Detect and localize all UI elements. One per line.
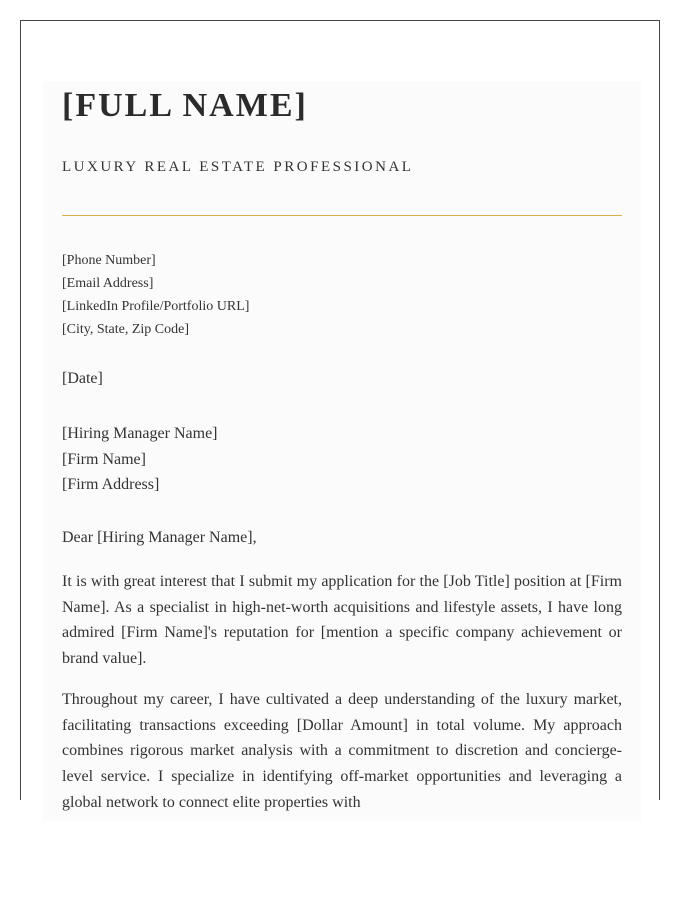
body-paragraph-2: Throughout my career, I have cultivated a deep understanding of the luxury market, facilitating transactions exceeding [Dollar Amount] in total volume. My approach combines rigorous market analysis with a commitment to discretion and concierge-level service. I specialize in identifying off-market opportunities and leveraging a global network to connect elite properties with	[62, 691, 622, 811]
body-paragraph-1: It is with great interest that I submit my application for the [Job Title] position at [Firm Name]. As a specialist in high-net-worth acquisitions and lifestyle assets, I have long admired [Firm Name]'s reputation for [mention a specific company achievement or brand value].	[62, 573, 622, 668]
document-frame	[20, 20, 660, 811]
firm-address: [Firm Address]	[62, 476, 160, 493]
full-name-heading: [FULL NAME]	[62, 87, 308, 124]
letter-date: [Date]	[62, 370, 103, 387]
city-state-zip: [City, State, Zip Code]	[62, 322, 190, 337]
professional-title: LUXURY REAL ESTATE PROFESSIONAL	[62, 159, 414, 175]
hiring-manager-name: [Hiring Manager Name]	[62, 425, 218, 442]
letter-page	[43, 81, 641, 821]
phone-number: [Phone Number]	[62, 253, 156, 268]
email-address: [Email Address]	[62, 276, 154, 291]
gold-divider	[62, 215, 622, 216]
firm-name: [Firm Name]	[62, 450, 146, 468]
linkedin-url: [LinkedIn Profile/Portfolio URL]	[62, 299, 250, 314]
recipient-block	[62, 421, 218, 498]
salutation: Dear [Hiring Manager Name],	[62, 529, 257, 546]
contact-block	[62, 249, 249, 341]
